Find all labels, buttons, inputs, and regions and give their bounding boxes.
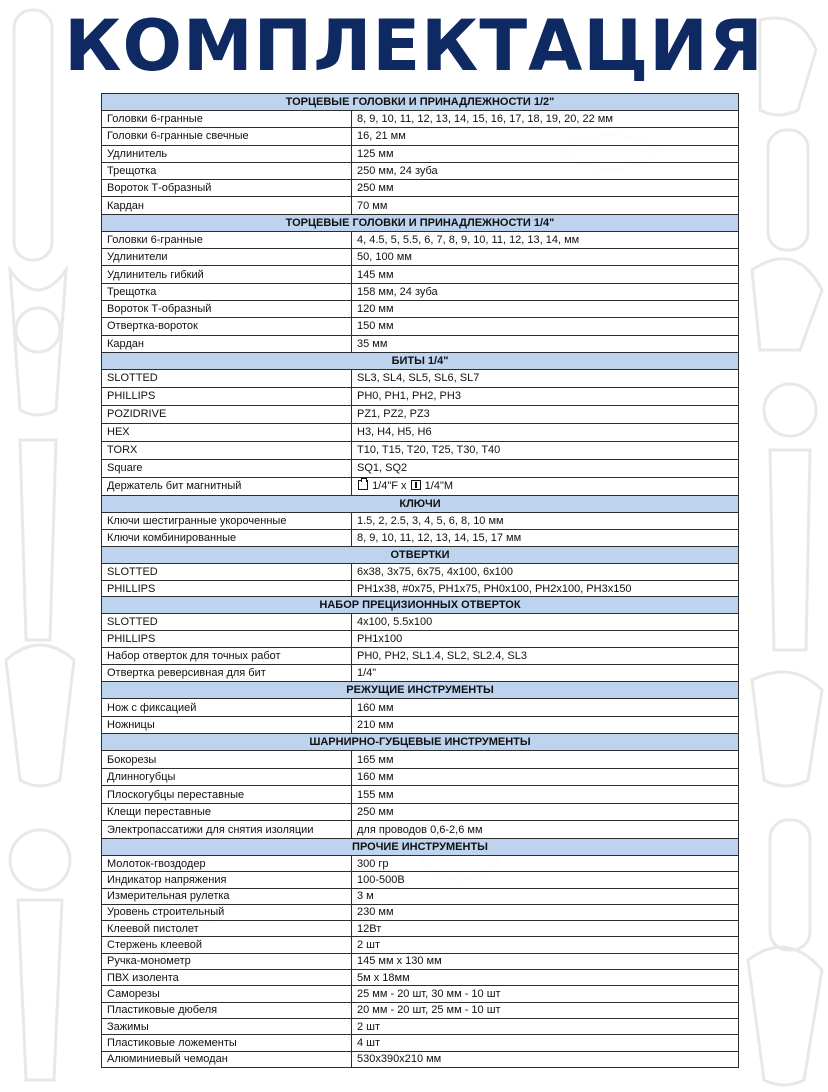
table-row: [102, 953, 739, 969]
item-name: Ключи комбинированные: [102, 530, 352, 547]
item-value: 4 шт: [352, 1035, 739, 1051]
item-name: Длинногубцы: [102, 768, 352, 786]
item-value: H3, H4, H5, H6: [352, 423, 739, 441]
table-row: [102, 111, 739, 128]
item-name: SLOTTED: [102, 369, 352, 387]
table-row: [102, 128, 739, 145]
item-value: SQ1, SQ2: [352, 459, 739, 477]
item-name: Стержень клеевой: [102, 937, 352, 953]
item-name: PHILLIPS: [102, 631, 352, 648]
table-row: [102, 145, 739, 162]
table-row: [102, 564, 739, 581]
item-value: 165 мм: [352, 751, 739, 769]
table-row: [102, 405, 739, 423]
section-header: [102, 214, 739, 231]
section-title: КЛЮЧИ: [102, 495, 739, 512]
item-name: Индикатор напряжения: [102, 872, 352, 888]
item-name: Зажимы: [102, 1018, 352, 1034]
item-value: PH0, PH1, PH2, PH3: [352, 387, 739, 405]
item-value: 145 мм x 130 мм: [352, 953, 739, 969]
section-title: ТОРЦЕВЫЕ ГОЛОВКИ И ПРИНАДЛЕЖНОСТИ 1/2": [102, 94, 739, 111]
table-row: [102, 631, 739, 648]
item-name: Измерительная рулетка: [102, 888, 352, 904]
item-value: PZ1, PZ2, PZ3: [352, 405, 739, 423]
item-name: Вороток Т-образный: [102, 300, 352, 317]
section-title: РЕЖУЩИЕ ИНСТРУМЕНТЫ: [102, 682, 739, 699]
item-name: Клеевой пистолет: [102, 921, 352, 937]
table-row: [102, 423, 739, 441]
page-title: КОМПЛЕКТАЦИЯ: [64, 5, 764, 87]
item-value: 2 шт: [352, 937, 739, 953]
item-value: [352, 477, 739, 495]
item-value: 70 мм: [352, 197, 739, 214]
item-name: Отвертка-вороток: [102, 318, 352, 335]
item-name: Ручка-монометр: [102, 953, 352, 969]
table-row: [102, 1035, 739, 1051]
table-row: [102, 530, 739, 547]
table-row: [102, 335, 739, 352]
table-row: [102, 904, 739, 920]
item-name: Трещотка: [102, 283, 352, 300]
table-row: [102, 699, 739, 717]
item-value: 5м x 18мм: [352, 970, 739, 986]
item-value: 210 мм: [352, 716, 739, 734]
item-name: Держатель бит магнитный: [102, 477, 352, 495]
item-value: 155 мм: [352, 786, 739, 804]
section-title: НАБОР ПРЕЦИЗИОННЫХ ОТВЕРТОК: [102, 597, 739, 614]
item-name: SLOTTED: [102, 564, 352, 581]
section-title: ШАРНИРНО-ГУБЦЕВЫЕ ИНСТРУМЕНТЫ: [102, 734, 739, 751]
table-row: [102, 249, 739, 266]
item-value: 8, 9, 10, 11, 12, 13, 14, 15, 17 мм: [352, 530, 739, 547]
item-name: Удлинитель: [102, 145, 352, 162]
item-name: Плоскогубцы переставные: [102, 786, 352, 804]
table-row: [102, 970, 739, 986]
table-row: [102, 716, 739, 734]
section-header: [102, 495, 739, 512]
section-title: ОТВЕРТКИ: [102, 547, 739, 564]
item-value: 250 мм: [352, 180, 739, 197]
table-row: [102, 180, 739, 197]
item-value: 160 мм: [352, 699, 739, 717]
item-value: 50, 100 мм: [352, 249, 739, 266]
item-name: Алюминиевый чемодан: [102, 1051, 352, 1067]
item-name: Головки 6-гранные: [102, 231, 352, 248]
item-value: 4, 4.5, 5, 5.5, 6, 7, 8, 9, 10, 11, 12, 13, 14, мм: [352, 231, 739, 248]
table-row: [102, 231, 739, 248]
item-value: T10, T15, T20, T25, T30, T40: [352, 441, 739, 459]
table-row: [102, 162, 739, 179]
item-value: 35 мм: [352, 335, 739, 352]
item-name: Ножницы: [102, 716, 352, 734]
item-value: 145 мм: [352, 266, 739, 283]
table-row: [102, 751, 739, 769]
table-row: [102, 283, 739, 300]
item-value: 1/4": [352, 665, 739, 682]
table-row: [102, 855, 739, 871]
section-header: [102, 94, 739, 111]
item-name: Удлинитель гибкий: [102, 266, 352, 283]
item-value: 300 гр: [352, 855, 739, 871]
item-name: SLOTTED: [102, 614, 352, 631]
item-name: PHILLIPS: [102, 387, 352, 405]
item-name: Ключи шестигранные укороченные: [102, 512, 352, 529]
item-value: 250 мм: [352, 803, 739, 821]
item-value: 20 мм - 20 шт, 25 мм - 10 шт: [352, 1002, 739, 1018]
item-name: ПВХ изолента: [102, 970, 352, 986]
holder-value-female: 1/4"F x: [372, 480, 407, 493]
item-name: Кардан: [102, 335, 352, 352]
item-value: для проводов 0,6-2,6 мм: [352, 821, 739, 839]
item-value: 230 мм: [352, 904, 739, 920]
table-row: [102, 197, 739, 214]
item-name: Трещотка: [102, 162, 352, 179]
equipment-table: [101, 93, 739, 1068]
item-name: Square: [102, 459, 352, 477]
item-name: Кардан: [102, 197, 352, 214]
table-row: [102, 937, 739, 953]
item-name: Набор отверток для точных работ: [102, 648, 352, 665]
item-name: Отвертка реверсивная для бит: [102, 665, 352, 682]
table-row: [102, 459, 739, 477]
table-row: [102, 387, 739, 405]
table-row: [102, 300, 739, 317]
item-name: Бокорезы: [102, 751, 352, 769]
table-row: [102, 986, 739, 1002]
holder-value-male: 1/4"M: [424, 480, 454, 493]
item-value: PH1x38, #0x75, PH1x75, PH0x100, PH2x100, PH3x150: [352, 580, 739, 597]
item-value: 100-500В: [352, 872, 739, 888]
item-value: 1.5, 2, 2.5, 3, 4, 5, 6, 8, 10 мм: [352, 512, 739, 529]
section-title: ПРОЧИЕ ИНСТРУМЕНТЫ: [102, 838, 739, 855]
table-row: [102, 648, 739, 665]
item-value: 125 мм: [352, 145, 739, 162]
table-row: [102, 512, 739, 529]
item-name: Удлинители: [102, 249, 352, 266]
item-name: TORX: [102, 441, 352, 459]
item-name: Вороток Т-образный: [102, 180, 352, 197]
item-name: Нож с фиксацией: [102, 699, 352, 717]
item-name: Головки 6-гранные свечные: [102, 128, 352, 145]
item-name: Электропассатижи для снятия изоляции: [102, 821, 352, 839]
section-header: [102, 547, 739, 564]
item-name: Молоток-гвоздодер: [102, 855, 352, 871]
item-value: 160 мм: [352, 768, 739, 786]
item-value: PH0, PH2, SL1.4, SL2, SL2.4, SL3: [352, 648, 739, 665]
item-name: Пластиковые ложементы: [102, 1035, 352, 1051]
table-row: [102, 580, 739, 597]
item-name: POZIDRIVE: [102, 405, 352, 423]
table-row: [102, 1002, 739, 1018]
section-title: ТОРЦЕВЫЕ ГОЛОВКИ И ПРИНАДЛЕЖНОСТИ 1/4": [102, 214, 739, 231]
table-row: [102, 266, 739, 283]
item-value: 250 мм, 24 зуба: [352, 162, 739, 179]
item-value: 6x38, 3x75, 6x75, 4x100, 6x100: [352, 564, 739, 581]
item-value: 12Вт: [352, 921, 739, 937]
table-row: [102, 803, 739, 821]
section-header: [102, 682, 739, 699]
section-title: БИТЫ 1/4": [102, 352, 739, 369]
item-value: 150 мм: [352, 318, 739, 335]
item-name: Пластиковые дюбеля: [102, 1002, 352, 1018]
item-value: 3 м: [352, 888, 739, 904]
table-row: [102, 821, 739, 839]
item-value: 530x390x210 мм: [352, 1051, 739, 1067]
table-row: [102, 614, 739, 631]
table-row: [102, 369, 739, 387]
item-value: 4x100, 5.5x100: [352, 614, 739, 631]
item-name: Головки 6-гранные: [102, 111, 352, 128]
table-row: [102, 1018, 739, 1034]
table-row: [102, 888, 739, 904]
table-row: [102, 318, 739, 335]
item-value: SL3, SL4, SL5, SL6, SL7: [352, 369, 739, 387]
section-header: [102, 734, 739, 751]
item-value: 158 мм, 24 зуба: [352, 283, 739, 300]
item-value: 25 мм - 20 шт, 30 мм - 10 шт: [352, 986, 739, 1002]
male-drive-icon: [411, 480, 421, 490]
table-row: [102, 441, 739, 459]
table-row: [102, 921, 739, 937]
table-row: [102, 768, 739, 786]
female-socket-icon: [358, 480, 368, 490]
item-value: 2 шт: [352, 1018, 739, 1034]
item-value: 120 мм: [352, 300, 739, 317]
table-row: [102, 872, 739, 888]
section-header: [102, 597, 739, 614]
table-row: [102, 477, 739, 495]
table-row: [102, 665, 739, 682]
item-value: PH1x100: [352, 631, 739, 648]
item-name: Уровень строительный: [102, 904, 352, 920]
item-name: PHILLIPS: [102, 580, 352, 597]
table-row: [102, 1051, 739, 1067]
item-name: HEX: [102, 423, 352, 441]
section-header: [102, 352, 739, 369]
item-name: Саморезы: [102, 986, 352, 1002]
item-value: 16, 21 мм: [352, 128, 739, 145]
table-row: [102, 786, 739, 804]
section-header: [102, 838, 739, 855]
item-name: Клещи переставные: [102, 803, 352, 821]
item-value: 8, 9, 10, 11, 12, 13, 14, 15, 16, 17, 18, 19, 20, 22 мм: [352, 111, 739, 128]
